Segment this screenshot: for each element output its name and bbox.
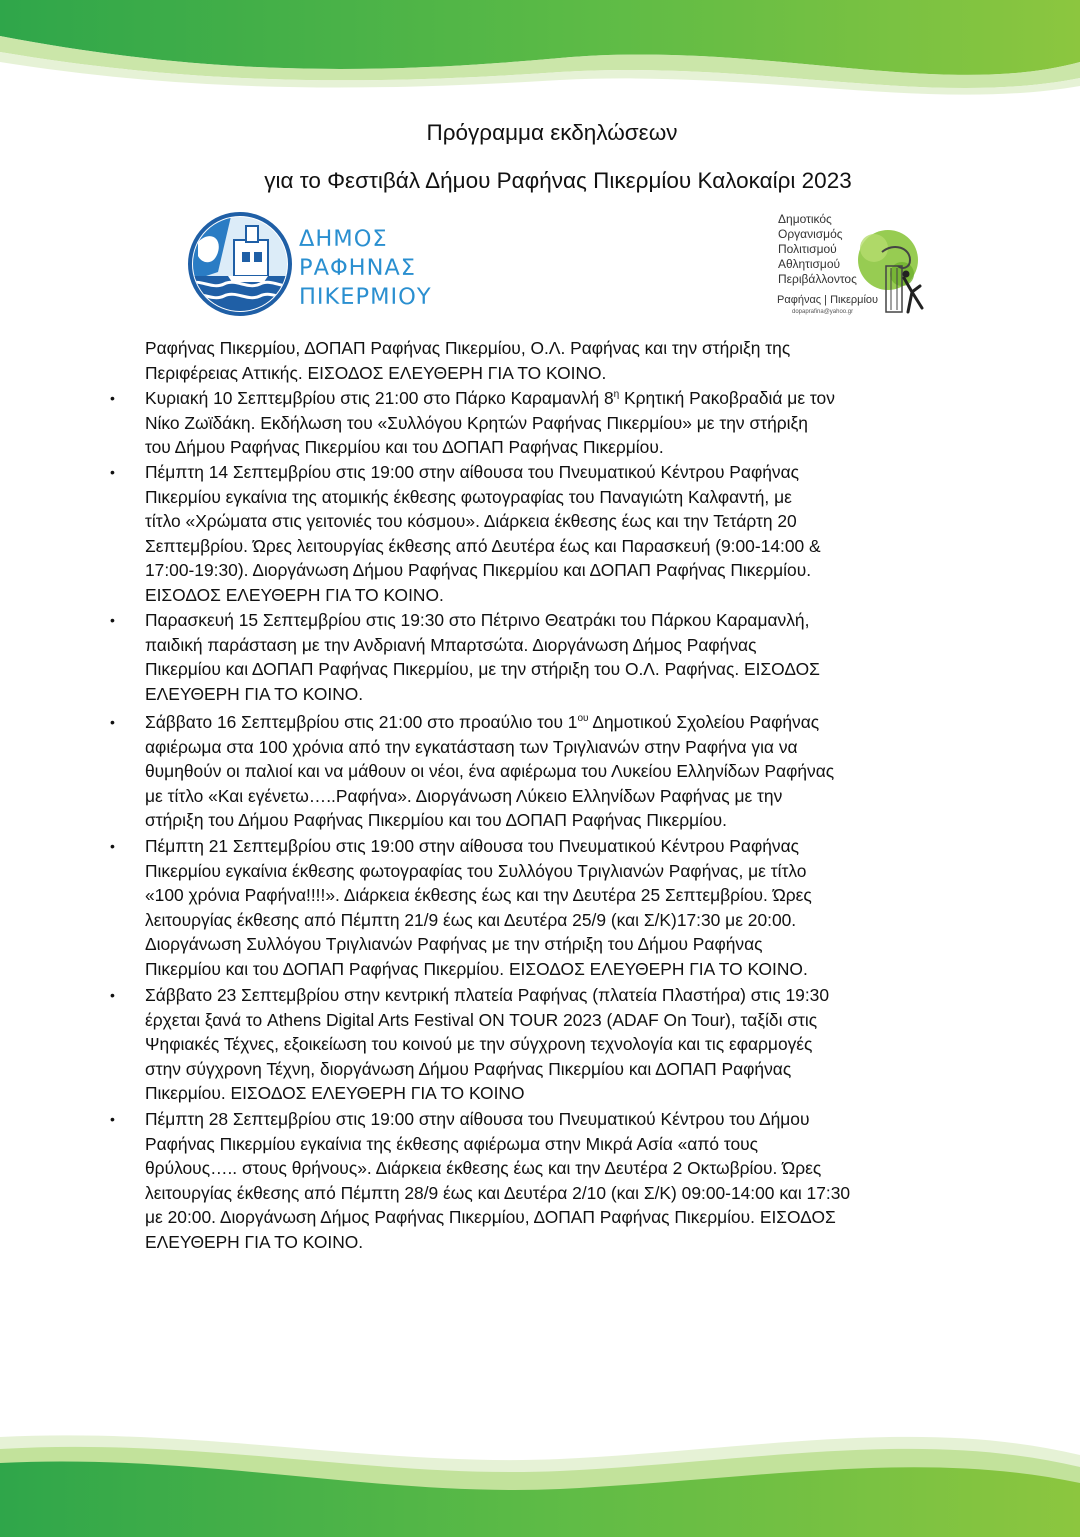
event-line: Σάββατο 23 Σεπτεμβρίου στην κεντρική πλατεία Ραφήνας (πλατεία Πλαστήρα) στις 19:30 bbox=[145, 985, 830, 1005]
dopap-logo-line2: Οργανισμός bbox=[778, 227, 843, 241]
list-bullet: • bbox=[110, 390, 115, 406]
event-line: θρύλους….. στους θρήνους». Διάρκεια έκθεσης έως και την Δευτέρα 2 Οκτωβρίου. Ώρες bbox=[145, 1158, 822, 1179]
dopap-logo-subtitle: Ραφήνας | Πικερμίου bbox=[777, 294, 879, 306]
intro-line: Ραφήνας Πικερμίου, ΔΟΠΑΠ Ραφήνας Πικερμίου, Ο.Λ. Ραφήνας και την στήριξη της bbox=[145, 338, 791, 358]
intro-paragraph bbox=[145, 336, 1025, 385]
event-line: λειτουργίας έκθεσης από Πέμπτη 28/9 έως και Δευτέρα 2/10 (και Σ/Κ) 09:00-14:00 και 17:30 bbox=[145, 1182, 851, 1203]
event-line: Πικερμίου εγκαίνια της ατομικής έκθεσης φωτογραφίας του Παναγιώτη Καλφαντή, με bbox=[145, 486, 792, 507]
list-bullet: • bbox=[110, 612, 115, 628]
event-line: με τίτλο «Και εγένετω…..Ραφήνα». Διοργάνωση Λύκειο Ελληνίδων Ραφήνας με την bbox=[145, 785, 783, 806]
dopap-logo-line4: Αθλητισμού bbox=[778, 257, 841, 271]
event-line: αφιέρωμα στα 100 χρόνια από την εγκατάσταση των Τριγλιανών στην Ραφήνα για να bbox=[145, 736, 798, 757]
page-subtitle: για το Φεστιβάλ Δήμου Ραφήνας Πικερμίου Καλοκαίρι 2023 bbox=[264, 168, 852, 193]
event-line: στην σύγχρονη Τέχνη, διοργάνωση Δήμου Ραφήνας Πικερμίου και ΔΟΠΑΠ Ραφήνας bbox=[145, 1058, 792, 1079]
event-line: Πικερμίου και ΔΟΠΑΠ Ραφήνας Πικερμίου, με την στήριξη του Ο.Λ. Ραφήνας. ΕΙΣΟΔΟΣ bbox=[145, 659, 820, 680]
event-line: Πικερμίου και του ΔΟΠΑΠ Ραφήνας Πικερμίου. ΕΙΣΟΔΟΣ ΕΛΕΥΘΕΡΗ ΓΙΑ ΤΟ ΚΟΙΝΟ. bbox=[145, 958, 808, 979]
event-line: Πέμπτη 21 Σεπτεμβρίου στις 19:00 στην αίθουσα του Πνευματικού Κέντρου Ραφήνας bbox=[145, 836, 800, 856]
event-line: 17:00-19:30). Διοργάνωση Δήμου Ραφήνας Πικερμίου και ΔΟΠΑΠ Ραφήνας Πικερμίου. bbox=[145, 560, 812, 581]
event-line: παιδική παράσταση με την Ανδριανή Μπαρτσώτα. Διοργάνωση Δήμος Ραφήνας bbox=[145, 634, 757, 655]
dopap-logo-line5: Περιβάλλοντος bbox=[778, 272, 857, 286]
event-line: του Δήμου Ραφήνας Πικερμίου και του ΔΟΠΑΠ Ραφήνας Πικερμίου. bbox=[145, 437, 664, 458]
dimos-logo-line1: ΔΗΜΟΣ bbox=[299, 226, 388, 252]
dopap-logo-email: dopaprafina@yahoo.gr bbox=[792, 309, 854, 315]
dopap-logo bbox=[770, 208, 930, 320]
event-line: Σάββατο 16 Σεπτεμβρίου στις 21:00 στο προαύλιο του $1^{o\upsilon}$ Δημοτικού Σχολείου Ραφήνας bbox=[145, 712, 820, 732]
event-line: Ραφήνας Πικερμίου εγκαίνια της έκθεσης αφιέρωμα στην Μικρά Ασία «από τους bbox=[145, 1133, 759, 1154]
event-item bbox=[145, 710, 1025, 833]
event-line: ΕΙΣΟΔΟΣ ΕΛΕΥΘΕΡΗ ΓΙΑ ΤΟ ΚΟΙΝΟ. bbox=[145, 584, 444, 605]
event-line: Παρασκευή 15 Σεπτεμβρίου στις 19:30 στο Πέτρινο Θεατράκι του Πάρκου Καραμανλή, bbox=[145, 610, 810, 630]
event-line: Κυριακή 10 Σεπτεμβρίου στις 21:00 στο Πάρκο Καραμανλή $8^\eta$ Κρητική Ρακοβραδιά με τον bbox=[145, 388, 835, 408]
event-line: έρχεται ξανά το Athens Digital Arts Festival ON TOUR 2023 (ADAF On Tour), ταξίδι στις bbox=[145, 1009, 818, 1030]
event-line: Σεπτεμβρίου. Ώρες λειτουργίας έκθεσης από Δευτέρα έως και Παρασκευή (9:00-14:00 & bbox=[145, 535, 821, 556]
event-line: ΕΛΕΥΘΕΡΗ ΓΙΑ ΤΟ ΚΟΙΝΟ. bbox=[145, 683, 364, 704]
event-line: θυμηθούν οι παλιοί και να μάθουν οι νέοι, ένα αφιέρωμα του Λυκείου Ελληνίδων Ραφήνας bbox=[145, 761, 835, 782]
dimos-emblem-icon bbox=[188, 212, 292, 316]
dimos-logo-line2: ΡΑΦΗΝΑΣ bbox=[299, 255, 417, 281]
event-item bbox=[145, 460, 1025, 608]
event-line: Πικερμίου εγκαίνια έκθεσης φωτογραφίας του Συλλόγου Τριγλιανών Ραφήνας, με τίτλο bbox=[145, 860, 807, 881]
list-bullet: • bbox=[110, 987, 115, 1003]
intro-line: Περιφέρειας Αττικής. ΕΙΣΟΔΟΣ ΕΛΕΥΘΕΡΗ ΓΙΑ ΤΟ ΚΟΙΝΟ. bbox=[145, 362, 607, 383]
event-item bbox=[145, 608, 1025, 706]
event-line: Πέμπτη 28 Σεπτεμβρίου στις 19:00 στην αίθουσα του Πνευματικού Κέντρου του Δήμου bbox=[145, 1109, 810, 1129]
event-item bbox=[145, 1107, 1025, 1255]
event-line: Πέμπτη 14 Σεπτεμβρίου στις 19:00 στην αίθουσα του Πνευματικού Κέντρου Ραφήνας bbox=[145, 462, 800, 482]
event-item bbox=[145, 386, 1025, 460]
list-bullet: • bbox=[110, 714, 115, 730]
dimos-rafinas-logo bbox=[188, 212, 458, 322]
event-line: με 20:00. Διοργάνωση Δήμος Ραφήνας Πικερμίου, ΔΟΠΑΠ Ραφήνας Πικερμίου. ΕΙΣΟΔΟΣ bbox=[145, 1207, 836, 1228]
event-line: λειτουργίας έκθεσης από Πέμπτη 21/9 έως και Δευτέρα 25/9 (και Σ/Κ)17:30 με 20:00. bbox=[145, 909, 797, 930]
list-bullet: • bbox=[110, 838, 115, 854]
top-wave-decoration bbox=[0, 0, 1080, 110]
event-line: Ψηφιακές Τέχνες, εξοικείωση του κοινού με την σύγχρονη τεχνολογία και τις εφαρμογές bbox=[145, 1034, 813, 1055]
dopap-logo-line1: Δημοτικός bbox=[778, 212, 832, 226]
event-line: «100 χρόνια Ραφήνα!!!!». Διάρκεια έκθεσης έως και την Δευτέρα 25 Σεπτεμβρίου. Ώρες bbox=[145, 885, 812, 906]
bottom-wave-decoration bbox=[0, 1397, 1080, 1537]
dopap-logo-line3: Πολιτισμού bbox=[778, 242, 837, 256]
event-line: Διοργάνωση Συλλόγου Τριγλιανών Ραφήνας με την στήριξη του Δήμου Ραφήνας bbox=[145, 934, 763, 955]
list-bullet: • bbox=[110, 1111, 115, 1127]
event-line: τίτλο «Χρώματα στις γειτονιές του κόσμου». Διάρκεια έκθεσης έως και την Τετάρτη 20 bbox=[145, 511, 797, 532]
event-line: στήριξη του Δήμου Ραφήνας Πικερμίου και του ΔΟΠΑΠ Ραφήνας Πικερμίου. bbox=[145, 810, 728, 831]
event-line: Πικερμίου. ΕΙΣΟΔΟΣ ΕΛΕΥΘΕΡΗ ΓΙΑ ΤΟ ΚΟΙΝΟ bbox=[145, 1083, 525, 1104]
dimos-logo-line3: ΠΙΚΕΡΜΙΟΥ bbox=[299, 284, 432, 310]
event-item bbox=[145, 834, 1025, 982]
event-item bbox=[145, 983, 1025, 1106]
event-line: Νίκο Ζωϊδάκη. Εκδήλωση του «Συλλόγου Κρητών Ραφήνας Πικερμίου» με την στήριξη bbox=[145, 412, 808, 433]
list-bullet: • bbox=[110, 464, 115, 480]
page-title: Πρόγραμμα εκδηλώσεων bbox=[426, 120, 678, 145]
event-line: ΕΛΕΥΘΕΡΗ ΓΙΑ ΤΟ ΚΟΙΝΟ. bbox=[145, 1231, 364, 1252]
